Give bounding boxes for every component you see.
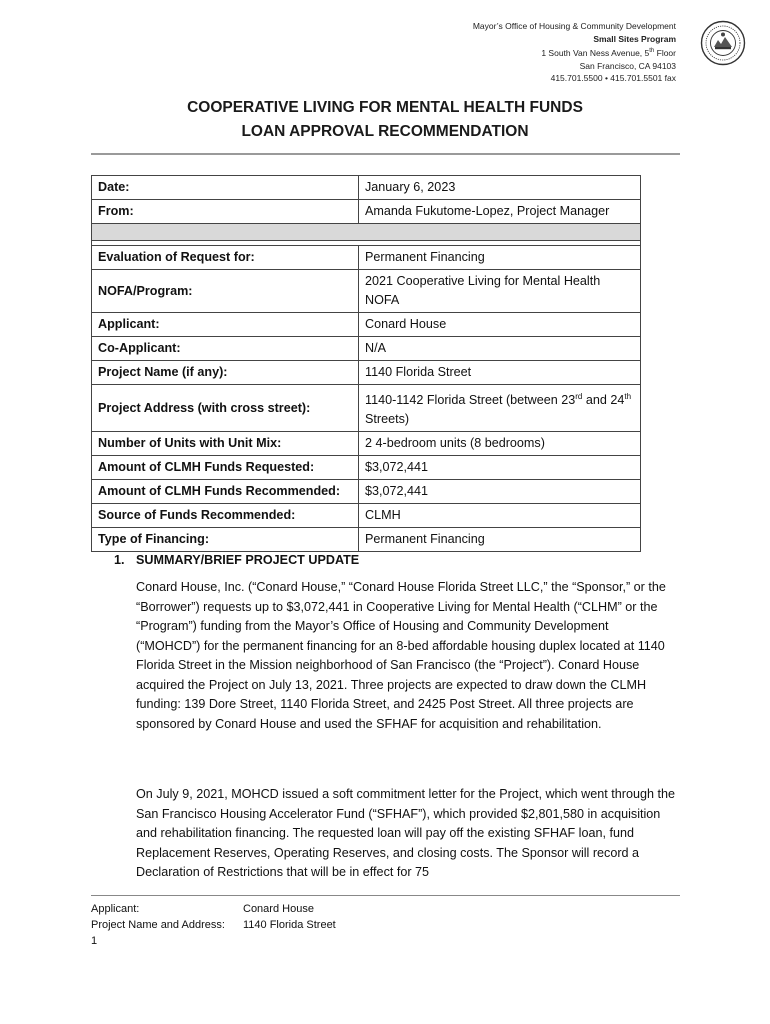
project-name-value: 1140 Florida Street: [359, 361, 641, 385]
document-title: [0, 96, 770, 144]
project-name-label: Project Name (if any):: [92, 361, 359, 385]
section-number: 1.: [114, 553, 125, 567]
financing-type-value: Permanent Financing: [359, 528, 641, 552]
funds-source-label: Source of Funds Recommended:: [92, 504, 359, 528]
units-label: Number of Units with Unit Mix:: [92, 432, 359, 456]
funds-requested-label: Amount of CLMH Funds Requested:: [92, 456, 359, 480]
table-row: [92, 176, 641, 200]
table-spacer-row: [92, 224, 641, 241]
co-applicant-value: N/A: [359, 337, 641, 361]
loan-info-table: [91, 175, 641, 552]
table-row: [92, 385, 641, 432]
summary-paragraph-2: On July 9, 2021, MOHCD issued a soft commitment letter for the Project, which went through the San Francisco Housing Accelerator Fund (“SFHAF”), which provided $2,801,580 in acquisition and rehabilitation financing. The requested loan will pay off the existing SFHAF loan, fund Replacement Reserves, Operating Reserves, and closing costs. The Sponsor will record a Declaration of Restrictions that will be in effect for 75: [136, 787, 675, 879]
table-row: [92, 337, 641, 361]
table-row: [92, 246, 641, 270]
program-name: Small Sites Program: [593, 33, 676, 44]
phone-fax: 415.701.5500 • 415.701.5501 fax: [550, 73, 676, 84]
evaluation-value: Permanent Financing: [359, 246, 641, 270]
table-row: [92, 200, 641, 224]
street-address: 1 South Van Ness Avenue, 5th Floor: [541, 48, 676, 59]
project-address-label: Project Address (with cross street):: [92, 385, 359, 432]
office-address-block: [473, 20, 676, 85]
footer-project-row: [91, 917, 336, 933]
title-line-2: LOAN APPROVAL RECOMMENDATION: [241, 123, 529, 140]
table-row: [92, 456, 641, 480]
nofa-label: NOFA/Program:: [92, 270, 359, 313]
title-line-1: COOPERATIVE LIVING FOR MENTAL HEALTH FUNDS: [187, 99, 583, 116]
nofa-value: 2021 Cooperative Living for Mental Health NOFA: [359, 270, 641, 313]
footer-project-label: Project Name and Address:: [91, 919, 225, 931]
date-label: Date:: [92, 176, 359, 200]
footer-applicant-value: Conard House: [243, 903, 314, 915]
footer-project-value: 1140 Florida Street: [243, 919, 336, 931]
funds-recommended-label: Amount of CLMH Funds Recommended:: [92, 480, 359, 504]
page-number: 1: [91, 935, 98, 947]
page-footer: [91, 901, 336, 949]
section-heading: [114, 553, 359, 567]
city-seal-logo: [700, 20, 746, 66]
footer-applicant-label: Applicant:: [91, 903, 140, 915]
footer-divider: [91, 895, 680, 896]
footer-applicant-row: [91, 901, 336, 917]
summary-paragraph-1: Conard House, Inc. (“Conard House,” “Conard House Florida Street LLC,” the “Sponsor,” or the “Borrower”) requests up to $3,072,441 in Cooperative Living for Mental Health (“CLHM” or the “Program”) funding from the Mayor’s Office of Housing and Community Development (“MOHCD”) for the permanent financing for an 8-bed affordable housing duplex located at 1140 Florida Street in the Mission neighborhood of San Francisco (the “Project”). Conard House acquired the Project on July 13, 2021. Three projects are expected to draw down the CLMH funding: 139 Dore Street, 1140 Florida Street, and 2425 Post Street. All three projects are sponsored by Conard House and used the SFHAF for acquisition and rehabilitation.: [136, 580, 666, 731]
funds-recommended-value: $3,072,441: [359, 480, 641, 504]
section-title: SUMMARY/BRIEF PROJECT UPDATE: [136, 553, 360, 567]
financing-type-label: Type of Financing:: [92, 528, 359, 552]
table-row: [92, 313, 641, 337]
table-row: [92, 504, 641, 528]
table-row: [92, 432, 641, 456]
evaluation-label: Evaluation of Request for:: [92, 246, 359, 270]
from-value: Amanda Fukutome-Lopez, Project Manager: [359, 200, 641, 224]
table-row: [92, 270, 641, 313]
date-value: January 6, 2023: [359, 176, 641, 200]
from-label: From:: [92, 200, 359, 224]
applicant-value: Conard House: [359, 313, 641, 337]
table-row: [92, 480, 641, 504]
title-divider: [91, 153, 680, 155]
co-applicant-label: Co-Applicant:: [92, 337, 359, 361]
city-address: San Francisco, CA 94103: [579, 60, 676, 71]
applicant-label: Applicant:: [92, 313, 359, 337]
funds-requested-value: $3,072,441: [359, 456, 641, 480]
table-row: [92, 528, 641, 552]
table-row: [92, 361, 641, 385]
funds-source-value: CLMH: [359, 504, 641, 528]
office-name: Mayor’s Office of Housing & Community Development: [472, 21, 676, 31]
project-address-value: 1140-1142 Florida Street (between 23rd and 24th Streets): [359, 385, 641, 432]
units-value: 2 4-bedroom units (8 bedrooms): [359, 432, 641, 456]
